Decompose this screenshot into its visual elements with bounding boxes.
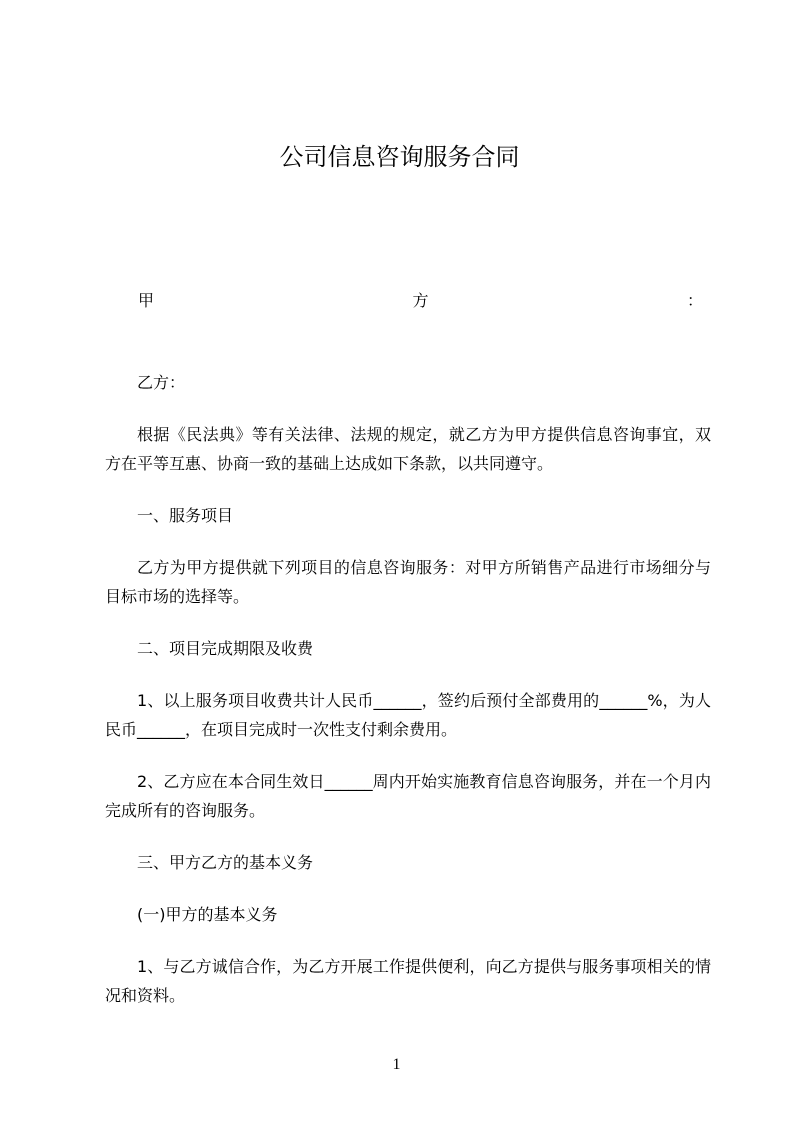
party-a-line <box>105 286 711 315</box>
section-3-subheading: (一)甲方的基本义务 <box>137 904 278 924</box>
section-3-clause: 1、与乙方诚信合作，为乙方开展工作提供便利，向乙方提供与服务事项相关的情况和资料。 <box>105 956 711 1005</box>
section-2-heading: 二、项目完成期限及收费 <box>137 638 314 658</box>
page-number: 1 <box>392 1056 401 1073</box>
party-a-char: 方 <box>412 290 429 310</box>
section-1-heading: 一、服务项目 <box>137 505 234 525</box>
section-1-body: 乙方为甲方提供就下列项目的信息咨询服务：对甲方所销售产品进行市场细分与目标市场的选择等。 <box>105 557 711 606</box>
document-title: 公司信息咨询服务合同 <box>279 143 520 171</box>
section-2-clause: 1、以上服务项目收费共计人民币______，签约后预付全部费用的______%，为人民币______，在项目完成时一次性支付剩余费用。 <box>105 690 711 739</box>
party-a-char: ： <box>686 290 703 310</box>
preamble-paragraph: 根据《民法典》等有关法律、法规的规定，就乙方为甲方提供信息咨询事宜，双方在平等互惠、协商一致的基础上达成如下条款，以共同遵守。 <box>105 424 711 473</box>
section-2-clause: 2、乙方应在本合同生效日______周内开始实施教育信息咨询服务，并在一个月内完成所有的咨询服务。 <box>105 771 711 820</box>
document-body <box>105 286 711 1033</box>
party-b-line: 乙方： <box>137 372 186 392</box>
section-3-heading: 三、甲方乙方的基本义务 <box>137 852 314 872</box>
party-a-char: 甲 <box>138 290 155 310</box>
